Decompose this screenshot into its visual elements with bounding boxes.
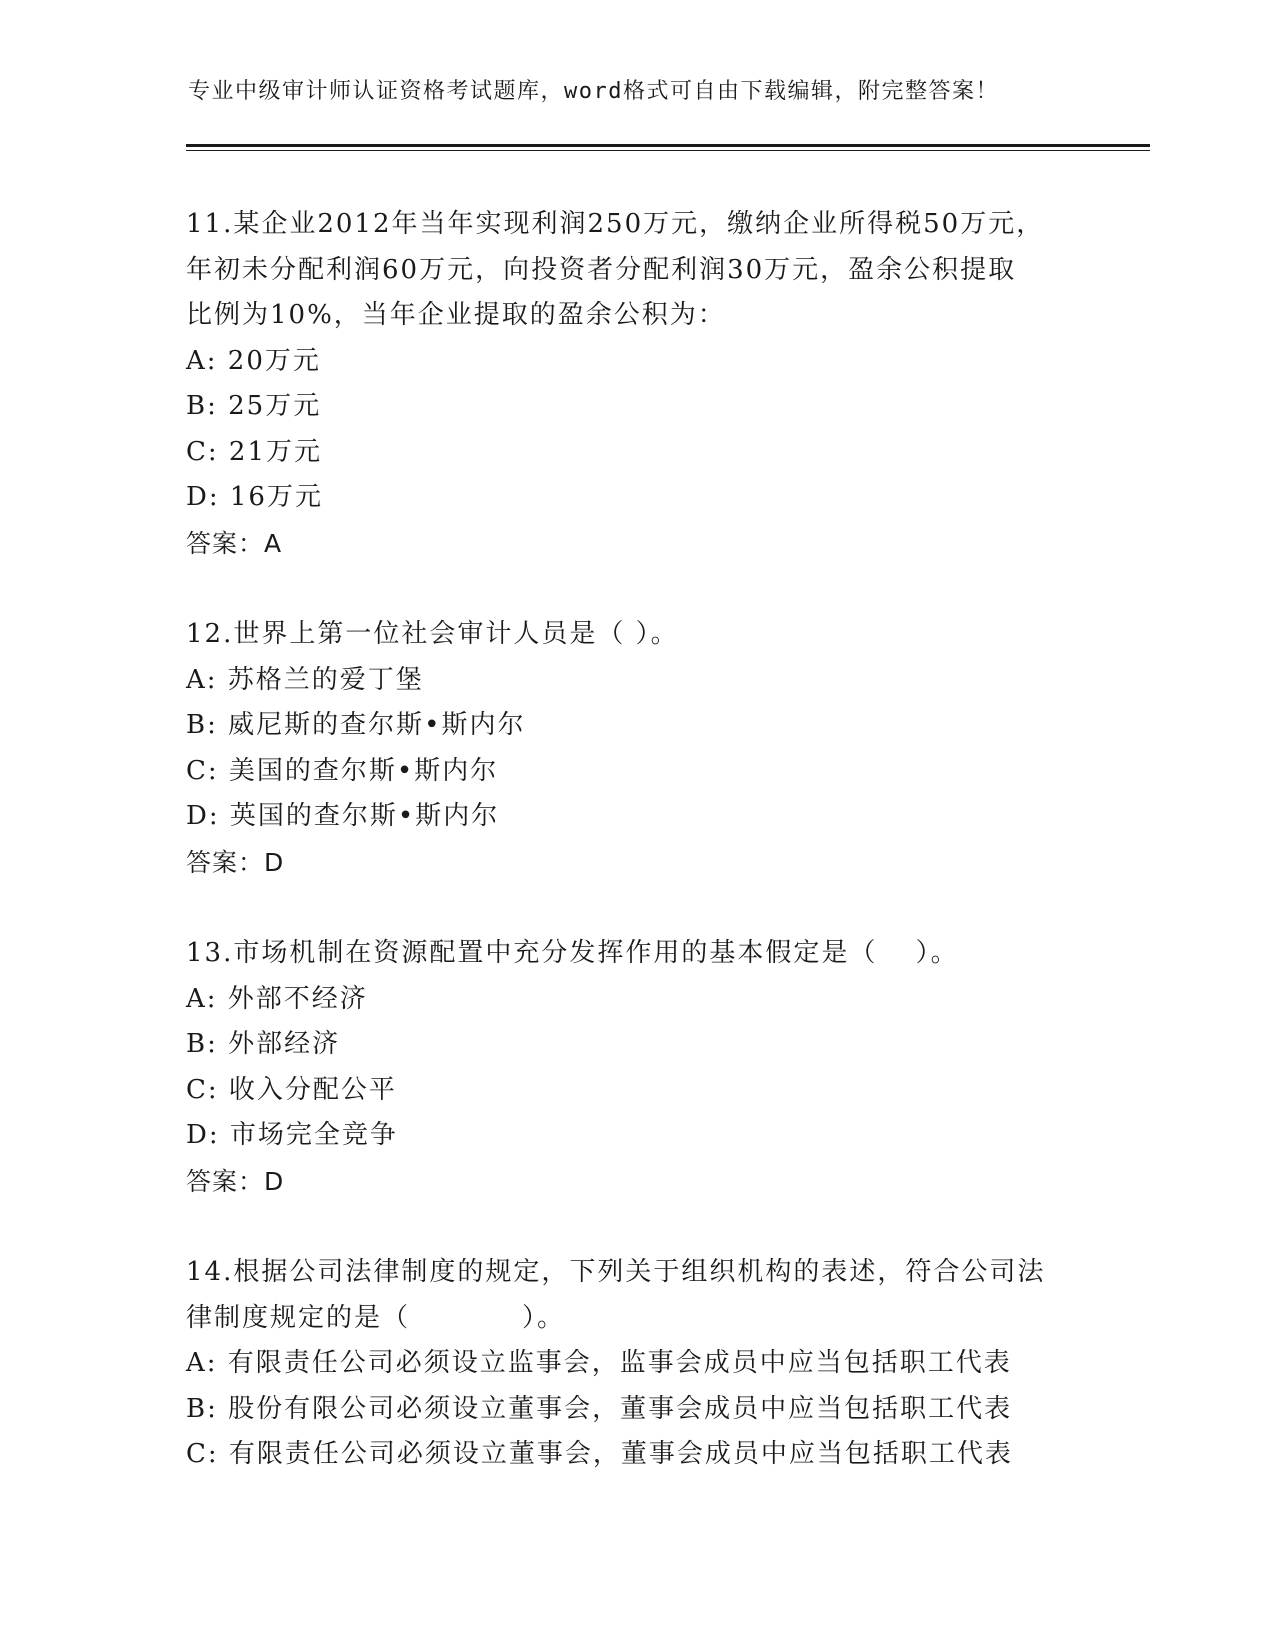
answer-label: 答案：D xyxy=(186,847,285,877)
option-b: B: 股份有限公司必须设立董事会，董事会成员中应当包括职工代表 xyxy=(186,1393,1013,1424)
option-c: C: 收入分配公平 xyxy=(186,1074,397,1105)
option-a: A: 20万元 xyxy=(186,345,321,376)
question-stem-line: 比例为10%，当年企业提取的盈余公积为： xyxy=(186,300,726,330)
option-a: A: 苏格兰的爱丁堡 xyxy=(186,664,424,695)
question-stem-line: 12.世界上第一位社会审计人员是（ ）。 xyxy=(186,619,679,649)
question-12 xyxy=(186,612,1086,885)
option-d: D: 16万元 xyxy=(186,482,323,512)
question-11 xyxy=(186,202,1086,566)
option-b: B: 25万元 xyxy=(186,391,322,421)
answer-label: 答案：D xyxy=(186,1166,285,1196)
option-c: C: 21万元 xyxy=(186,436,323,467)
option-d: D: 市场完全竞争 xyxy=(186,1120,398,1150)
question-stem-line: 年初未分配利润60万元，向投资者分配利润30万元，盈余公积提取 xyxy=(186,254,1017,285)
question-stem-line: 律制度规定的是（ ）。 xyxy=(186,1302,566,1333)
question-stem-line: 11.某企业2012年当年实现利润250万元，缴纳企业所得税50万元， xyxy=(186,209,1045,239)
option-a: A: 外部不经济 xyxy=(186,983,368,1014)
question-14 xyxy=(186,1250,1086,1478)
option-b: B: 外部经济 xyxy=(186,1029,341,1059)
option-b: B: 威尼斯的查尔斯•斯内尔 xyxy=(186,710,526,740)
option-c: C: 美国的查尔斯•斯内尔 xyxy=(186,755,499,786)
question-13 xyxy=(186,931,1086,1204)
page-header: 专业中级审计师认证资格考试题库，word格式可自由下载编辑，附完整答案！ xyxy=(188,79,999,104)
header-rule-thin xyxy=(186,150,1150,151)
option-d: D: 英国的查尔斯•斯内尔 xyxy=(186,801,500,831)
question-stem-line: 14.根据公司法律制度的规定，下列关于组织机构的表述，符合公司法 xyxy=(186,1257,1046,1287)
question-stem-line: 13.市场机制在资源配置中充分发挥作用的基本假定是（ ）。 xyxy=(186,938,959,968)
option-c: C: 有限责任公司必须设立董事会，董事会成员中应当包括职工代表 xyxy=(186,1439,1013,1469)
answer-label: 答案：A xyxy=(186,528,283,558)
header-rule-thick xyxy=(186,144,1150,147)
option-a: A: 有限责任公司必须设立监事会，监事会成员中应当包括职工代表 xyxy=(186,1348,1012,1378)
question-list xyxy=(186,202,1086,1524)
